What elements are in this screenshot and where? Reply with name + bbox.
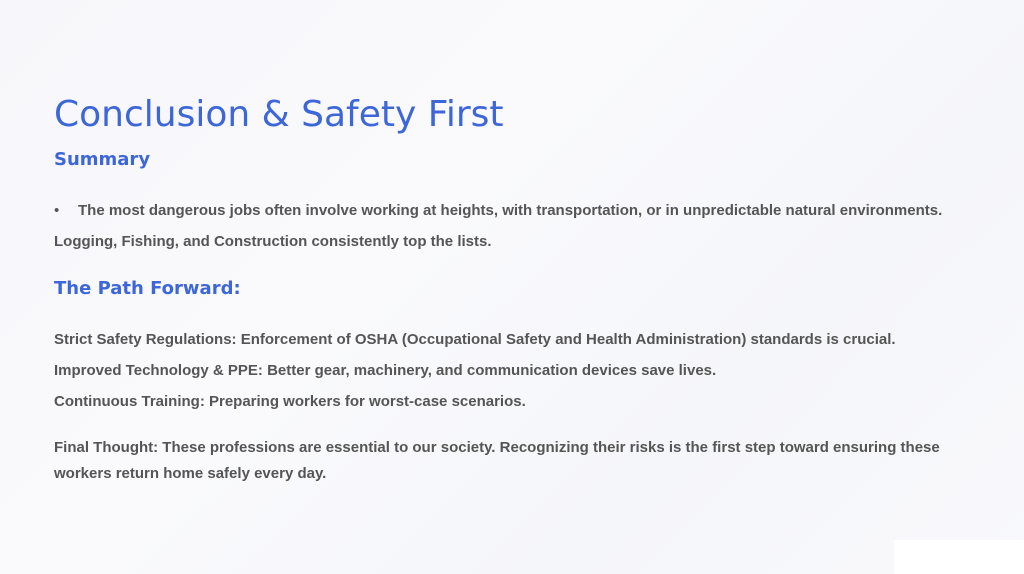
final-thought: Final Thought: These professions are essential to our society. Recognizing their risks is the first step toward ensuring these workers return home safely every day.	[54, 439, 940, 482]
slide-title: Conclusion & Safety First	[54, 94, 504, 135]
corner-panel	[894, 540, 1024, 574]
bullet-icon: •	[54, 202, 60, 219]
path-item-regulations: Strict Safety Regulations: Enforcement of OSHA (Occupational Safety and Health Administration) standards is crucial.	[54, 331, 896, 348]
summary-line: Logging, Fishing, and Construction consistently top the lists.	[54, 233, 492, 250]
summary-bullet-text: The most dangerous jobs often involve working at heights, with transportation, or in unpredictable natural environments.	[78, 202, 943, 219]
path-item-technology: Improved Technology & PPE: Better gear, machinery, and communication devices save lives.	[54, 362, 717, 379]
summary-bullet	[54, 201, 942, 221]
path-forward-heading: The Path Forward:	[54, 278, 241, 299]
path-item-training: Continuous Training: Preparing workers for worst-case scenarios.	[54, 393, 526, 410]
slide-subtitle: Summary	[54, 149, 151, 170]
